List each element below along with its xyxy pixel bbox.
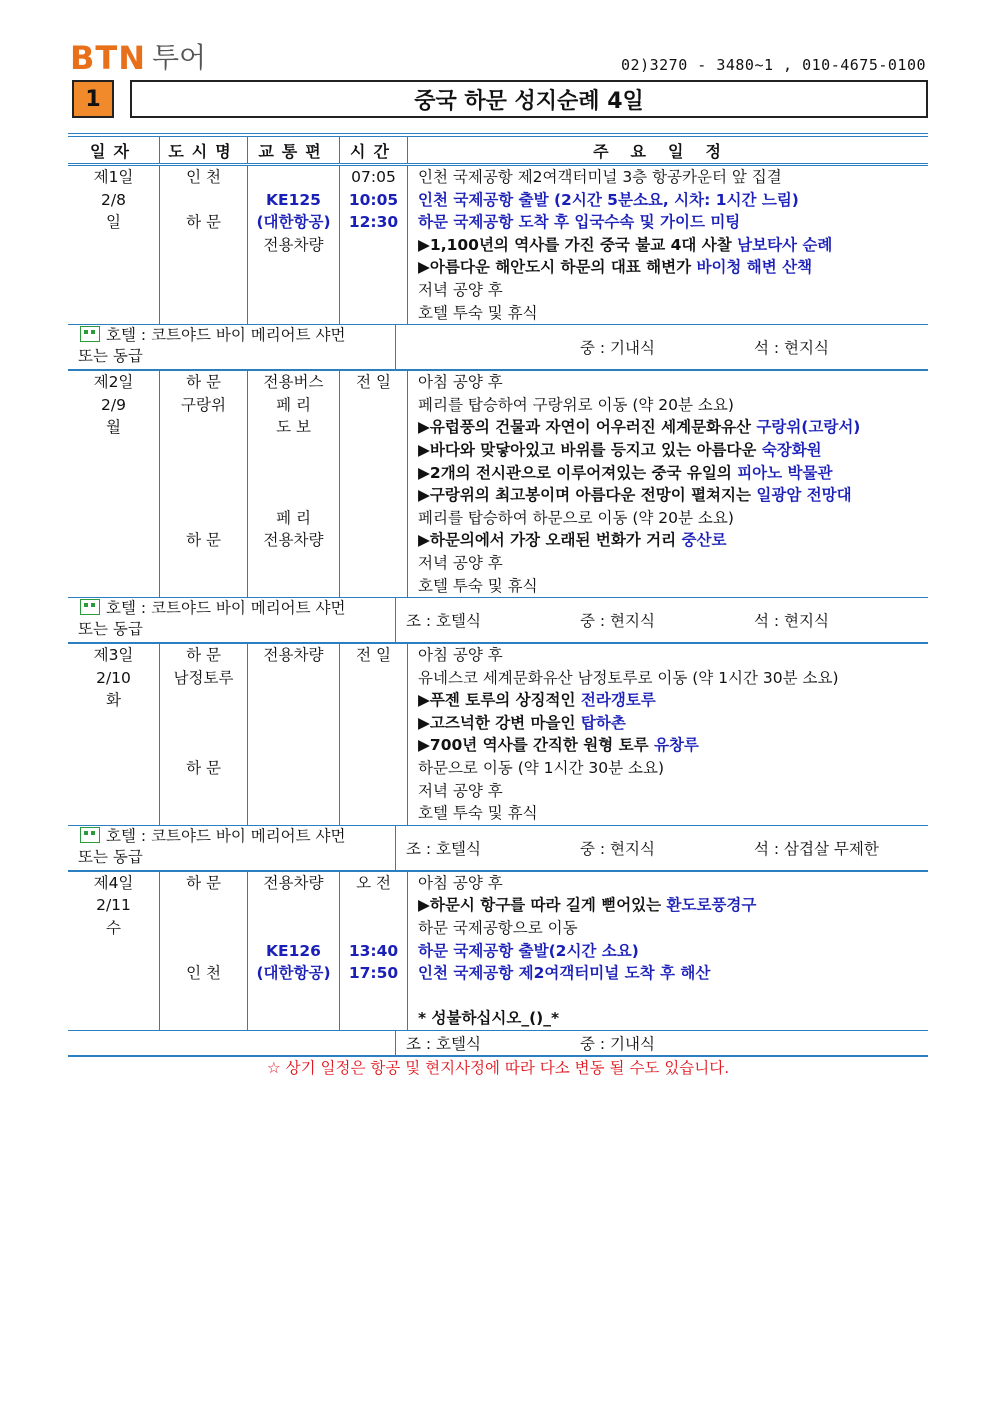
schedule-line — [408, 189, 928, 212]
schedule-text: ▶바다와 맞닿아있고 바위를 등지고 있는 아름다운 — [418, 440, 762, 459]
schedule-text: ▶푸젠 토루의 상징적인 — [418, 691, 581, 710]
schedule-text: 호텔 투숙 및 휴식 — [418, 576, 538, 595]
date-line: 월 — [106, 418, 121, 437]
time-line — [340, 667, 407, 690]
date-line: 제2일 — [93, 373, 134, 392]
transport-line: 페 리 — [276, 508, 311, 527]
city-line — [160, 552, 247, 575]
time-line — [340, 256, 407, 279]
transport-line — [248, 780, 339, 803]
date-cell — [68, 644, 160, 825]
time-cell — [340, 166, 408, 324]
city-line: 하 문 — [186, 759, 221, 778]
date-line: 화 — [106, 691, 121, 710]
time-line: 12:30 — [348, 213, 399, 232]
city-line: 하 문 — [186, 531, 221, 550]
city-cell — [160, 644, 248, 825]
schedule-text: * 성불하십시오_()_* — [418, 1009, 560, 1028]
date-line: 수 — [106, 919, 121, 938]
hotel-meal-row — [68, 1031, 928, 1057]
date-line — [68, 575, 159, 598]
time-line — [340, 234, 407, 257]
meal-item: 중 : 기내식 — [580, 339, 655, 358]
time-line — [340, 462, 407, 485]
city-line: 하 문 — [186, 213, 221, 232]
schedule-line — [408, 712, 928, 735]
time-line — [340, 529, 407, 552]
city-line — [160, 416, 247, 439]
transport-line — [248, 712, 339, 735]
schedule-highlight: 일광암 전망대 — [756, 486, 852, 505]
date-line — [68, 962, 159, 985]
meal-item: 석 : 현지식 — [754, 339, 829, 358]
city-cell — [160, 166, 248, 324]
city-line — [160, 302, 247, 325]
time-line: 전 일 — [356, 373, 391, 392]
schedule-line — [408, 575, 928, 598]
city-line: 하 문 — [186, 373, 221, 392]
day-row — [68, 166, 928, 325]
date-line — [68, 757, 159, 780]
schedule-highlight: 환도로풍경구 — [666, 896, 757, 915]
header-schedule: 주요일정 — [593, 141, 743, 161]
time-line — [340, 1007, 407, 1030]
schedule-text: 인천 국제공항 제2여객터미널 3층 항공카운터 앞 집결 — [418, 168, 782, 186]
schedule-line — [408, 985, 928, 1008]
hotel-info — [68, 1031, 396, 1055]
city-line — [160, 917, 247, 940]
schedule-text: 호텔 투숙 및 휴식 — [418, 303, 538, 322]
date-line: 2/9 — [101, 395, 126, 414]
transport-cell — [248, 166, 340, 324]
city-line — [160, 189, 247, 212]
transport-line — [248, 302, 339, 325]
day-row — [68, 371, 928, 598]
city-line — [160, 780, 247, 803]
hotel-meal-row — [68, 826, 928, 872]
city-line: 인 천 — [186, 964, 221, 983]
schedule-highlight: 유창루 — [653, 736, 699, 755]
schedule-text: ▶하문의에서 가장 오래된 번화가 거리 — [418, 531, 682, 550]
schedule-highlight: 구랑위(고랑서) — [756, 418, 861, 437]
time-line — [340, 507, 407, 530]
schedule-text: 저녁 공양 후 — [418, 553, 503, 572]
logo-tour-text: 투어 — [152, 41, 207, 74]
header-city: 도시명 — [160, 137, 248, 163]
city-line — [160, 802, 247, 825]
city-line — [160, 940, 247, 963]
city-line — [160, 439, 247, 462]
time-line — [340, 689, 407, 712]
city-line: 남정토루 — [173, 668, 234, 687]
schedule-line — [408, 667, 928, 690]
date-line: 일 — [106, 213, 121, 232]
date-line: 제3일 — [93, 646, 134, 665]
time-line — [340, 416, 407, 439]
date-line — [68, 712, 159, 735]
schedule-text: 아침 공양 후 — [418, 873, 503, 892]
city-line — [160, 1007, 247, 1030]
time-line — [340, 484, 407, 507]
schedule-line — [408, 872, 928, 895]
city-line — [160, 234, 247, 257]
city-line: 하 문 — [186, 646, 221, 665]
schedule-line — [408, 940, 928, 963]
hotel-equivalent: 또는 동급 — [78, 620, 143, 639]
schedule-line — [408, 734, 928, 757]
city-line — [160, 734, 247, 757]
schedule-cell — [408, 872, 928, 1030]
time-cell — [340, 644, 408, 825]
schedule-text: 하문 국제공항 도착 후 입국수속 및 가이드 미팅 — [418, 213, 741, 232]
day-list — [68, 166, 928, 1057]
schedule-cell — [408, 644, 928, 825]
city-line — [160, 507, 247, 530]
schedule-highlight: 숙장화원 — [761, 440, 822, 459]
logo-btn-text: BTN — [70, 39, 146, 77]
city-line — [160, 279, 247, 302]
schedule-highlight: 중산로 — [681, 531, 727, 550]
footer-note: ☆ 상기 일정은 항공 및 현지사정에 따라 다소 변동 될 수도 있습니다. — [266, 1059, 730, 1077]
transport-line — [248, 575, 339, 598]
time-line — [340, 734, 407, 757]
schedule-text: ▶고즈넉한 강변 마을인 — [418, 713, 581, 732]
transport-line — [248, 689, 339, 712]
date-cell — [68, 166, 160, 324]
meal-item: 조 : 호텔식 — [406, 839, 481, 858]
date-line — [68, 780, 159, 803]
schedule-text: 페리를 탑승하여 하문으로 이동 (약 20분 소요) — [418, 508, 734, 527]
time-line: 07:05 — [351, 168, 396, 186]
transport-line: 전용차량 — [263, 235, 324, 254]
schedule-text: ▶1,100년의 역사를 가진 중국 불교 4대 사찰 — [418, 235, 738, 254]
schedule-cell — [408, 371, 928, 597]
schedule-line — [408, 394, 928, 417]
schedule-text: 인천 국제공항 제2여객터미널 도착 후 해산 — [418, 964, 711, 983]
time-line — [340, 985, 407, 1008]
transport-cell — [248, 371, 340, 597]
date-line: 2/8 — [101, 190, 126, 209]
schedule-table — [68, 133, 928, 1057]
date-line — [68, 552, 159, 575]
transport-line: (대한항공) — [256, 213, 331, 232]
schedule-highlight: 탑하촌 — [580, 713, 626, 732]
meal-item: 석 : 현지식 — [754, 612, 829, 631]
time-line: 17:50 — [348, 964, 399, 983]
meal-info — [396, 325, 928, 369]
schedule-text: ▶유럽풍의 건물과 자연이 어우러진 세계문화유산 — [418, 418, 757, 437]
date-line — [68, 734, 159, 757]
city-line — [160, 689, 247, 712]
transport-line: (대한항공) — [256, 964, 331, 983]
schedule-line — [408, 644, 928, 667]
schedule-highlight: 전라갱토루 — [580, 691, 656, 710]
time-line — [340, 712, 407, 735]
time-line — [340, 394, 407, 417]
schedule-line — [408, 552, 928, 575]
transport-line — [248, 1007, 339, 1030]
transport-line — [248, 802, 339, 825]
hotel-name: 호텔 : 코트야드 바이 메리어트 샤먼 — [106, 599, 346, 618]
hotel-equivalent: 또는 동급 — [78, 847, 143, 866]
transport-line — [248, 667, 339, 690]
time-line: 전 일 — [356, 646, 391, 665]
header-date: 일자 — [68, 137, 160, 163]
page-title: 중국 하문 성지순례 4일 — [130, 80, 928, 118]
phone-numbers: 02)3270 - 3480~1 , 010-4675-0100 — [621, 56, 926, 74]
transport-line: KE126 — [266, 941, 321, 960]
city-line — [160, 894, 247, 917]
date-line — [68, 462, 159, 485]
schedule-line — [408, 894, 928, 917]
schedule-text: 페리를 탑승하여 구랑위로 이동 (약 20분 소요) — [418, 395, 734, 414]
transport-line — [248, 894, 339, 917]
transport-line — [248, 985, 339, 1008]
date-line — [68, 1007, 159, 1030]
schedule-line — [408, 484, 928, 507]
schedule-line — [408, 416, 928, 439]
city-cell — [160, 872, 248, 1030]
transport-line: 전용차량 — [263, 873, 324, 892]
meal-info — [396, 598, 928, 642]
schedule-highlight: 남보타사 순례 — [737, 235, 833, 254]
date-line — [68, 484, 159, 507]
time-line — [340, 802, 407, 825]
city-line — [160, 985, 247, 1008]
transport-line — [248, 552, 339, 575]
schedule-cell — [408, 166, 928, 324]
date-line: 제4일 — [93, 873, 134, 892]
schedule-text: ▶하문시 항구를 따라 길게 뻗어있는 — [418, 896, 667, 915]
hotel-info — [68, 325, 396, 369]
meal-item: 석 : 삼겹살 무제한 — [754, 839, 879, 858]
time-cell — [340, 371, 408, 597]
date-cell — [68, 872, 160, 1030]
schedule-text: ▶아름다운 해안도시 하문의 대표 해변가 — [418, 258, 697, 277]
time-line — [340, 780, 407, 803]
schedule-text: ▶2개의 전시관으로 이루어져있는 중국 유일의 — [418, 463, 738, 482]
hotel-name: 호텔 : 코트야드 바이 메리어트 샤먼 — [106, 326, 346, 345]
schedule-line — [408, 234, 928, 257]
schedule-line — [408, 439, 928, 462]
schedule-line — [408, 211, 928, 234]
date-line — [68, 439, 159, 462]
city-line: 인 천 — [186, 168, 221, 186]
transport-line — [248, 256, 339, 279]
time-line: 13:40 — [348, 941, 399, 960]
meal-item: 중 : 현지식 — [580, 612, 655, 631]
time-line: 오 전 — [356, 873, 391, 892]
transport-cell — [248, 644, 340, 825]
itinerary-number: 1 — [72, 80, 114, 118]
schedule-line — [408, 166, 928, 189]
city-line — [160, 712, 247, 735]
city-line: 구랑위 — [181, 395, 226, 414]
time-cell — [340, 872, 408, 1030]
schedule-line — [408, 917, 928, 940]
date-line: 2/10 — [96, 668, 131, 687]
hotel-name: 호텔 : 코트야드 바이 메리어트 샤먼 — [106, 826, 346, 845]
transport-line — [248, 484, 339, 507]
time-line — [340, 917, 407, 940]
date-line — [68, 985, 159, 1008]
meal-info — [396, 1031, 928, 1055]
date-line — [68, 234, 159, 257]
time-line — [340, 757, 407, 780]
hotel-info — [68, 826, 396, 870]
transport-line — [248, 462, 339, 485]
header-time: 시간 — [340, 137, 408, 163]
transport-cell — [248, 872, 340, 1030]
city-line: 하 문 — [186, 873, 221, 892]
transport-line — [248, 734, 339, 757]
date-line — [68, 256, 159, 279]
date-cell — [68, 371, 160, 597]
schedule-highlight: 피아노 박물관 — [737, 463, 833, 482]
schedule-text: 하문으로 이동 (약 1시간 30분 소요) — [418, 759, 664, 778]
header-transport: 교통편 — [248, 137, 340, 163]
schedule-text: 아침 공양 후 — [418, 373, 503, 392]
transport-line: 전용차량 — [263, 646, 324, 665]
hotel-icon — [80, 326, 100, 342]
city-line — [160, 575, 247, 598]
meal-info — [396, 826, 928, 870]
schedule-line — [408, 256, 928, 279]
transport-line: 페 리 — [276, 395, 311, 414]
meal-item: 조 : 호텔식 — [406, 612, 481, 631]
day-row — [68, 872, 928, 1031]
city-line — [160, 256, 247, 279]
schedule-text: 하문 국제공항으로 이동 — [418, 919, 578, 938]
hotel-icon — [80, 599, 100, 615]
time-line — [340, 552, 407, 575]
date-line — [68, 802, 159, 825]
hotel-info — [68, 598, 396, 642]
schedule-line — [408, 962, 928, 985]
day-row — [68, 644, 928, 826]
date-line — [68, 507, 159, 530]
hotel-equivalent: 또는 동급 — [78, 347, 143, 366]
schedule-line — [408, 279, 928, 302]
time-line — [340, 575, 407, 598]
city-line — [160, 462, 247, 485]
schedule-text: 하문 국제공항 출발(2시간 소요) — [418, 941, 639, 960]
schedule-text: 저녁 공양 후 — [418, 280, 503, 299]
schedule-line — [408, 1007, 928, 1030]
date-line: 제1일 — [93, 168, 134, 186]
schedule-line — [408, 689, 928, 712]
time-line — [340, 279, 407, 302]
time-line — [340, 894, 407, 917]
date-line: 2/11 — [96, 896, 131, 915]
date-line — [68, 940, 159, 963]
schedule-line — [408, 757, 928, 780]
schedule-text: ▶700년 역사를 간직한 원형 토루 — [418, 736, 654, 755]
table-header — [68, 133, 928, 166]
meal-item: 중 : 기내식 — [580, 1035, 655, 1053]
meal-item: 조 : 호텔식 — [406, 1035, 481, 1053]
schedule-text: ▶구랑위의 최고봉이며 아름다운 전망이 펼쳐지는 — [418, 486, 757, 505]
transport-line: 전용차량 — [263, 531, 324, 550]
transport-line — [248, 917, 339, 940]
hotel-meal-row — [68, 598, 928, 644]
schedule-text: 인천 국제공항 출발 (2시간 5분소요, 시차: 1시간 느림) — [418, 190, 799, 209]
transport-line — [248, 757, 339, 780]
time-line: 10:05 — [348, 190, 399, 209]
transport-line: KE125 — [266, 190, 321, 209]
transport-line: 도 보 — [276, 418, 311, 437]
schedule-line — [408, 462, 928, 485]
schedule-line — [408, 507, 928, 530]
schedule-text: 유네스코 세계문화유산 남정토루로 이동 (약 1시간 30분 소요) — [418, 668, 839, 687]
city-cell — [160, 371, 248, 597]
transport-line: 전용버스 — [263, 373, 324, 392]
schedule-text: 호텔 투숙 및 휴식 — [418, 804, 538, 823]
schedule-highlight: 바이청 해변 산책 — [696, 258, 813, 277]
date-line — [68, 279, 159, 302]
transport-line — [248, 166, 339, 189]
city-line — [160, 484, 247, 507]
schedule-line — [408, 780, 928, 803]
schedule-text: 저녁 공양 후 — [418, 781, 503, 800]
company-logo — [70, 40, 206, 76]
schedule-line — [408, 802, 928, 825]
hotel-meal-row — [68, 325, 928, 371]
time-line — [340, 302, 407, 325]
schedule-line — [408, 529, 928, 552]
time-line — [340, 439, 407, 462]
date-line — [68, 529, 159, 552]
date-line — [68, 302, 159, 325]
hotel-icon — [80, 827, 100, 843]
schedule-line — [408, 371, 928, 394]
transport-line — [248, 279, 339, 302]
schedule-line — [408, 302, 928, 325]
schedule-text: 아침 공양 후 — [418, 646, 503, 665]
transport-line — [248, 439, 339, 462]
meal-item: 중 : 현지식 — [580, 839, 655, 858]
